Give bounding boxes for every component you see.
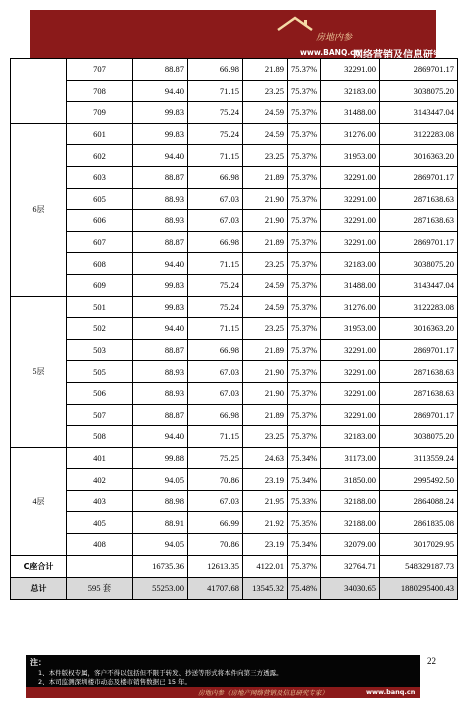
table-cell: 24.63 <box>243 447 288 469</box>
room-number: 607 <box>67 231 133 253</box>
table-cell: 71.15 <box>188 145 243 167</box>
table-cell: 3017029.95 <box>380 534 458 556</box>
table-cell: 71.15 <box>188 426 243 448</box>
table-cell: 2871638.63 <box>380 188 458 210</box>
table-cell: 31953.00 <box>321 145 380 167</box>
table-cell: 75.37% <box>288 123 321 145</box>
table-row <box>11 318 458 340</box>
table-row <box>11 534 458 556</box>
footer-url: www.banq.cn <box>366 688 416 696</box>
table-cell: 75.37% <box>288 382 321 404</box>
table-cell: 75.48% <box>288 577 321 599</box>
copyright-note: 1、本件版权专属，客户不得以包括但不限于转发、抄送等形式将本件向第三方透露。 <box>38 669 283 677</box>
table-cell: 23.19 <box>243 469 288 491</box>
table-cell: C座合计 <box>11 555 67 577</box>
table-cell: 66.98 <box>188 231 243 253</box>
table-cell: 94.40 <box>133 253 188 275</box>
table-cell: 75.37% <box>288 80 321 102</box>
table-cell: 66.98 <box>188 59 243 81</box>
brand-name: 房地内参 <box>316 33 353 43</box>
room-number: 405 <box>67 512 133 534</box>
table-cell: 16735.36 <box>133 555 188 577</box>
table-cell: 75.37% <box>288 274 321 296</box>
footer-notes <box>26 655 420 698</box>
table-cell: 3113559.24 <box>380 447 458 469</box>
table-cell: 99.83 <box>133 296 188 318</box>
table-cell: 99.83 <box>133 102 188 124</box>
table-cell: 32079.00 <box>321 534 380 556</box>
table-cell: 21.90 <box>243 210 288 232</box>
table-cell: 55253.00 <box>133 577 188 599</box>
table-cell: 75.24 <box>188 296 243 318</box>
table-cell: 67.03 <box>188 210 243 232</box>
table-cell: 23.25 <box>243 253 288 275</box>
room-number: 609 <box>67 274 133 296</box>
table-cell: 24.59 <box>243 123 288 145</box>
table-cell: 75.34% <box>288 447 321 469</box>
table-cell: 99.88 <box>133 447 188 469</box>
table-cell: 23.25 <box>243 145 288 167</box>
table-cell: 75.34% <box>288 469 321 491</box>
table-cell: 2869701.17 <box>380 166 458 188</box>
table-cell: 75.25 <box>188 447 243 469</box>
page-number: 22 <box>427 656 436 666</box>
room-number: 502 <box>67 318 133 340</box>
table-cell: 32291.00 <box>321 382 380 404</box>
room-number <box>67 555 133 577</box>
table-cell: 32291.00 <box>321 166 380 188</box>
table-cell: 88.98 <box>133 490 188 512</box>
room-number: 505 <box>67 361 133 383</box>
table-row <box>11 59 458 81</box>
table-cell: 88.93 <box>133 382 188 404</box>
table-cell: 2869701.17 <box>380 59 458 81</box>
table-row <box>11 102 458 124</box>
table-cell: 88.87 <box>133 404 188 426</box>
table-row <box>11 469 458 491</box>
note-title: 注： <box>30 658 46 667</box>
table-cell: 32183.00 <box>321 253 380 275</box>
footer-bar <box>26 687 420 698</box>
table-cell: 88.93 <box>133 210 188 232</box>
table-cell: 32188.00 <box>321 490 380 512</box>
table-cell: 75.37% <box>288 166 321 188</box>
room-number: 708 <box>67 80 133 102</box>
table-cell: 3038075.20 <box>380 80 458 102</box>
table-row <box>11 231 458 253</box>
table-row <box>11 512 458 534</box>
brand-url: www.BANQ.cn <box>300 48 360 57</box>
table-cell: 88.93 <box>133 361 188 383</box>
table-row <box>11 490 458 512</box>
room-number: 601 <box>67 123 133 145</box>
table-cell: 32291.00 <box>321 210 380 232</box>
table-cell: 99.83 <box>133 274 188 296</box>
table-cell: 21.90 <box>243 188 288 210</box>
table-cell: 31953.00 <box>321 318 380 340</box>
table-row <box>11 361 458 383</box>
room-number: 608 <box>67 253 133 275</box>
table-cell: 2995492.50 <box>380 469 458 491</box>
table-cell: 21.89 <box>243 231 288 253</box>
table-cell: 75.37% <box>288 426 321 448</box>
floor-label: 4层 <box>11 447 67 555</box>
table-cell: 75.24 <box>188 123 243 145</box>
table-cell: 88.87 <box>133 166 188 188</box>
table-cell: 24.59 <box>243 296 288 318</box>
table-cell: 3038075.20 <box>380 426 458 448</box>
summary-row <box>11 555 458 577</box>
table-row <box>11 339 458 361</box>
table-cell: 71.15 <box>188 318 243 340</box>
header-banner <box>30 10 463 61</box>
table-cell: 32183.00 <box>321 426 380 448</box>
table-cell: 31276.00 <box>321 296 380 318</box>
table-cell: 32291.00 <box>321 339 380 361</box>
table-row <box>11 210 458 232</box>
table-cell: 32291.00 <box>321 404 380 426</box>
table-cell: 13545.32 <box>243 577 288 599</box>
table-cell: 23.25 <box>243 426 288 448</box>
table-cell: 3122283.08 <box>380 123 458 145</box>
table-row <box>11 447 458 469</box>
room-number: 603 <box>67 166 133 188</box>
table-cell: 23.19 <box>243 534 288 556</box>
table-cell: 75.24 <box>188 274 243 296</box>
table-cell: 88.93 <box>133 188 188 210</box>
table-cell: 23.25 <box>243 318 288 340</box>
table-cell: 32291.00 <box>321 361 380 383</box>
table-cell: 3143447.04 <box>380 274 458 296</box>
table-cell: 21.89 <box>243 339 288 361</box>
table-cell: 2871638.63 <box>380 361 458 383</box>
footer-org: 房地内参（房地产网络营销及信息研究专家） <box>198 689 328 697</box>
table-cell: 32183.00 <box>321 80 380 102</box>
room-number: 595 套 <box>67 577 133 599</box>
table-cell: 75.37% <box>288 318 321 340</box>
room-number: 408 <box>67 534 133 556</box>
table-cell: 31276.00 <box>321 123 380 145</box>
table-cell: 31173.00 <box>321 447 380 469</box>
table-cell: 75.35% <box>288 512 321 534</box>
table-cell: 23.25 <box>243 80 288 102</box>
table-row <box>11 404 458 426</box>
table-cell: 94.40 <box>133 426 188 448</box>
table-cell: 70.86 <box>188 534 243 556</box>
room-number: 401 <box>67 447 133 469</box>
table-cell: 12613.35 <box>188 555 243 577</box>
table-cell: 67.03 <box>188 188 243 210</box>
table-cell: 66.98 <box>188 404 243 426</box>
table-cell: 75.37% <box>288 555 321 577</box>
table-cell: 75.37% <box>288 404 321 426</box>
table-cell: 2871638.63 <box>380 210 458 232</box>
table-cell: 2861835.08 <box>380 512 458 534</box>
room-number: 501 <box>67 296 133 318</box>
table-cell: 75.37% <box>288 339 321 361</box>
table-cell: 32291.00 <box>321 231 380 253</box>
table-cell: 99.83 <box>133 123 188 145</box>
table-cell: 75.37% <box>288 231 321 253</box>
floor-label <box>11 59 67 124</box>
table-cell: 88.87 <box>133 231 188 253</box>
room-number: 602 <box>67 145 133 167</box>
table-cell: 32188.00 <box>321 512 380 534</box>
table-cell: 75.34% <box>288 534 321 556</box>
table-cell: 32291.00 <box>321 188 380 210</box>
table-cell: 94.05 <box>133 469 188 491</box>
table-cell: 32764.71 <box>321 555 380 577</box>
table-cell: 31488.00 <box>321 274 380 296</box>
table-cell: 4122.01 <box>243 555 288 577</box>
table-cell: 67.03 <box>188 382 243 404</box>
table-cell: 94.40 <box>133 80 188 102</box>
table-cell: 3016363.20 <box>380 145 458 167</box>
floor-label: 6层 <box>11 123 67 296</box>
table-cell: 67.03 <box>188 490 243 512</box>
table-cell: 75.37% <box>288 145 321 167</box>
table-row <box>11 166 458 188</box>
table-cell: 3038075.20 <box>380 253 458 275</box>
total-row <box>11 577 458 599</box>
table-cell: 32291.00 <box>321 59 380 81</box>
table-cell: 66.99 <box>188 512 243 534</box>
table-cell: 75.37% <box>288 102 321 124</box>
room-number: 605 <box>67 188 133 210</box>
table-cell: 总计 <box>11 577 67 599</box>
table-row <box>11 253 458 275</box>
monitoring-note: 2、本司监测深圳楼市动态及楼市销售数据已 15 年。 <box>38 678 192 686</box>
table-cell: 41707.68 <box>188 577 243 599</box>
table-cell: 21.90 <box>243 361 288 383</box>
table-cell: 75.37% <box>288 59 321 81</box>
table-row <box>11 296 458 318</box>
table-cell: 31850.00 <box>321 469 380 491</box>
table-cell: 2869701.17 <box>380 231 458 253</box>
table-cell: 24.59 <box>243 102 288 124</box>
brand-title: 网络营销及信息研究专家 <box>353 50 463 61</box>
house-logo-icon <box>276 16 314 38</box>
table-cell: 75.24 <box>188 102 243 124</box>
table-cell: 3122283.08 <box>380 296 458 318</box>
table-row <box>11 382 458 404</box>
table-cell: 94.40 <box>133 318 188 340</box>
table-cell: 2864088.24 <box>380 490 458 512</box>
table-cell: 3016363.20 <box>380 318 458 340</box>
table-cell: 75.37% <box>288 188 321 210</box>
table-cell: 75.33% <box>288 490 321 512</box>
table-cell: 21.89 <box>243 404 288 426</box>
room-number: 508 <box>67 426 133 448</box>
table-cell: 75.37% <box>288 210 321 232</box>
table-cell: 548329187.73 <box>380 555 458 577</box>
table-cell: 2869701.17 <box>380 339 458 361</box>
room-number: 707 <box>67 59 133 81</box>
table-cell: 21.90 <box>243 382 288 404</box>
table-cell: 66.98 <box>188 166 243 188</box>
room-number: 606 <box>67 210 133 232</box>
room-number: 403 <box>67 490 133 512</box>
room-number: 402 <box>67 469 133 491</box>
table-cell: 88.91 <box>133 512 188 534</box>
table-cell: 70.86 <box>188 469 243 491</box>
table-cell: 75.37% <box>288 253 321 275</box>
table-cell: 67.03 <box>188 361 243 383</box>
table-cell: 94.40 <box>133 145 188 167</box>
table-row <box>11 426 458 448</box>
table-cell: 66.98 <box>188 339 243 361</box>
table-cell: 21.89 <box>243 59 288 81</box>
table-cell: 3143447.04 <box>380 102 458 124</box>
table-cell: 2869701.17 <box>380 404 458 426</box>
table-cell: 71.15 <box>188 80 243 102</box>
table-cell: 1880295400.43 <box>380 577 458 599</box>
table-cell: 94.05 <box>133 534 188 556</box>
room-number: 503 <box>67 339 133 361</box>
table-cell: 71.15 <box>188 253 243 275</box>
table-row <box>11 123 458 145</box>
table-cell: 2871638.63 <box>380 382 458 404</box>
table-row <box>11 80 458 102</box>
table-cell: 21.95 <box>243 490 288 512</box>
table-cell: 75.37% <box>288 296 321 318</box>
room-number: 507 <box>67 404 133 426</box>
table-cell: 31488.00 <box>321 102 380 124</box>
room-number: 506 <box>67 382 133 404</box>
table-row <box>11 188 458 210</box>
table-cell: 24.59 <box>243 274 288 296</box>
table-cell: 75.37% <box>288 361 321 383</box>
table-row <box>11 274 458 296</box>
table-cell: 88.87 <box>133 339 188 361</box>
table-cell: 34030.65 <box>321 577 380 599</box>
unit-price-table <box>10 58 458 600</box>
table-cell: 21.89 <box>243 166 288 188</box>
table-cell: 88.87 <box>133 59 188 81</box>
floor-label: 5层 <box>11 296 67 447</box>
room-number: 709 <box>67 102 133 124</box>
table-row <box>11 145 458 167</box>
table-cell: 21.92 <box>243 512 288 534</box>
